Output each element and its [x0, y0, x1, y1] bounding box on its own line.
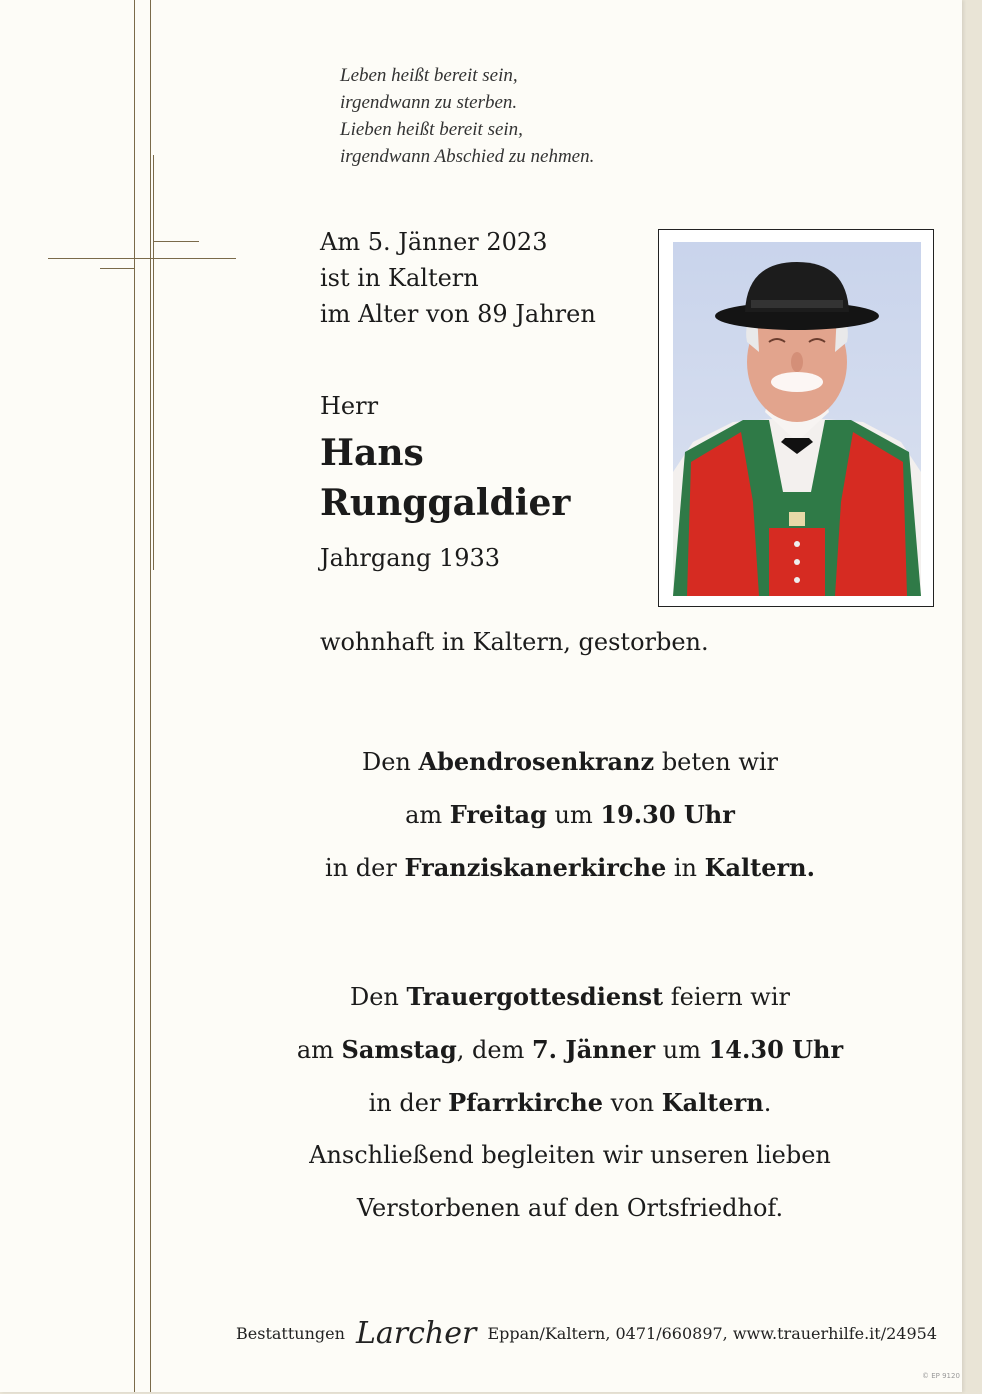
poem [340, 62, 760, 170]
undertaker-footer [236, 1312, 938, 1351]
footer-prefix: Bestattungen [236, 1324, 345, 1343]
rosary-line-1: Den Abendrosenkranz beten wir [361, 747, 779, 776]
salutation: Herr [320, 392, 379, 420]
footer-contact: Eppan/Kaltern, 0471/660897, www.trauerhilfe.it/24954 [487, 1324, 938, 1343]
age-at-death: im Alter von 89 Jahren [320, 300, 596, 328]
cross-line-left-outer [134, 0, 135, 1392]
funeral-line-5: Verstorbenen auf den Ortsfriedhof. [356, 1194, 784, 1222]
rosary-line-2: am Freitag um 19.30 Uhr [405, 800, 735, 829]
portrait-frame [658, 229, 934, 607]
first-name: Hans [320, 432, 424, 474]
copyright-mark: © EP 9120 [922, 1372, 960, 1380]
undertaker-logo: Larcher [355, 1316, 477, 1351]
funeral-line-3: in der Pfarrkirche von Kaltern. [368, 1088, 772, 1117]
death-announcement [320, 224, 596, 332]
cross-bar-upper [48, 258, 236, 259]
death-place: ist in Kaltern [320, 264, 479, 292]
poem-line: Leben heißt bereit sein, [340, 65, 518, 86]
birth-year: Jahrgang 1933 [320, 544, 501, 572]
deceased-name [320, 428, 570, 528]
poem-line: irgendwann zu sterben. [340, 92, 518, 113]
rosary-announcement [180, 735, 960, 894]
funeral-line-2: am Samstag, dem 7. Jänner um 14.30 Uhr [296, 1035, 844, 1064]
portrait-photo [673, 242, 921, 596]
death-date: Am 5. Jänner 2023 [320, 228, 548, 256]
cross-line-left-inner [150, 0, 151, 1392]
funeral-line-1: Den Trauergottesdienst feiern wir [349, 982, 790, 1011]
residence-text: wohnhaft in Kaltern, gestorben. [320, 628, 709, 656]
funeral-line-4: Anschließend begleiten wir unseren lieben [309, 1141, 831, 1169]
cross-line-right [153, 155, 154, 570]
poem-line: Lieben heißt bereit sein, [340, 119, 523, 140]
funeral-announcement [180, 970, 960, 1235]
cross-bar-lower [100, 268, 135, 269]
cross-bar-right [153, 241, 199, 242]
poem-line: irgendwann Abschied zu nehmen. [340, 146, 595, 167]
last-name: Runggaldier [320, 482, 571, 524]
rosary-line-3: in der Franziskanerkirche in Kaltern. [325, 853, 815, 882]
portrait-illustration [673, 242, 921, 596]
